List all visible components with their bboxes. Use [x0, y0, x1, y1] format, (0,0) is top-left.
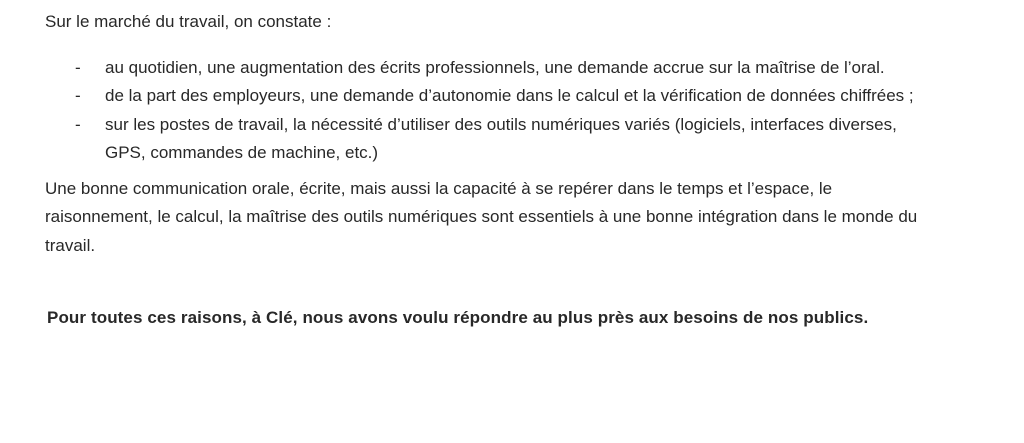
bullet-text: au quotidien, une augmentation des écrits professionnels, une demande accrue sur la maîtrise de l’oral.	[105, 57, 885, 77]
bullet-list	[45, 54, 936, 168]
body-paragraph: Une bonne communication orale, écrite, mais aussi la capacité à se repérer dans le temps et l’espace, le raisonnement, le calcul, la maîtrise des outils numériques sont essentiels à une bonne intégration dans le monde du travail.	[45, 178, 918, 255]
bullet-dash-marker: -	[75, 114, 81, 134]
bullet-dash-marker: -	[75, 57, 81, 77]
intro-paragraph: Sur le marché du travail, on constate :	[45, 12, 332, 31]
bullet-dash-marker: -	[75, 86, 81, 105]
list-item	[45, 111, 936, 168]
conclusion-bold-paragraph: Pour toutes ces raisons, à Clé, nous avons voulu répondre au plus près aux besoins de nos publics.	[47, 308, 869, 327]
list-item	[45, 82, 936, 111]
bullet-text: de la part des employeurs, une demande d’autonomie dans le calcul et la vérification de données chiffrées ;	[105, 86, 914, 105]
bullet-text: sur les postes de travail, la nécessité d’utiliser des outils numériques variés (logiciels, interfaces diverses, GPS, commandes de machine, etc.)	[105, 114, 897, 162]
list-item	[45, 54, 936, 83]
